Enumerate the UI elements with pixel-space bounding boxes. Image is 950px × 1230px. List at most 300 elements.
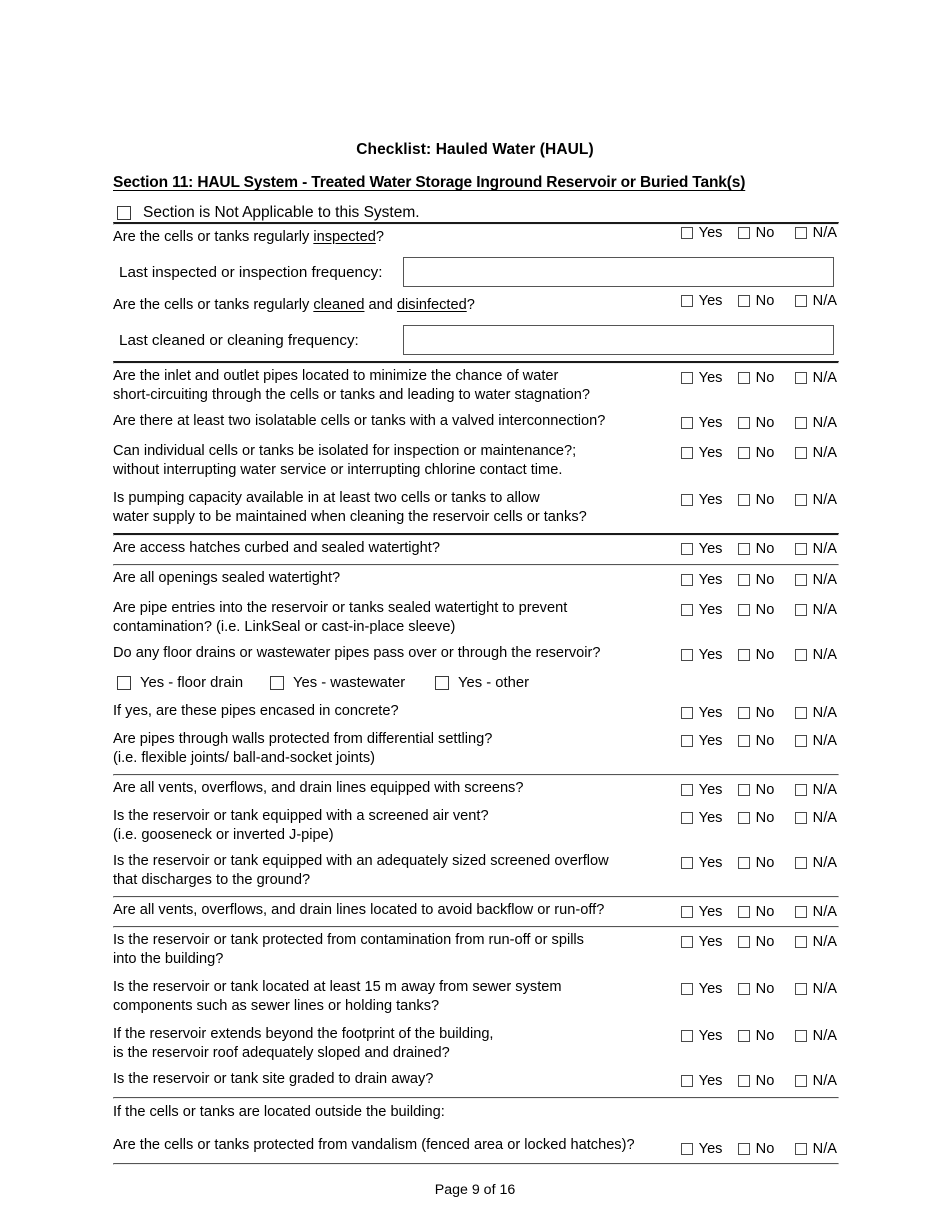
section-not-applicable-checkbox[interactable] bbox=[117, 206, 131, 220]
field-row-last-inspected bbox=[113, 257, 837, 287]
checkbox-na-icon[interactable] bbox=[795, 1030, 807, 1042]
option-no[interactable] bbox=[738, 370, 795, 386]
option-label-yes: Yes bbox=[698, 415, 723, 431]
option-no[interactable] bbox=[738, 602, 795, 618]
question-text-screened-air-vent bbox=[113, 804, 489, 845]
option-na[interactable] bbox=[795, 904, 837, 920]
question-line: Is the reservoir or tank equipped with an adequately sized screened overflow bbox=[113, 853, 609, 869]
option-label-no: No bbox=[755, 733, 775, 749]
checkbox-yes-icon[interactable] bbox=[681, 604, 693, 616]
option-label-yes: Yes bbox=[698, 981, 723, 997]
question-text-pipes-encased: If yes, are these pipes encased in concrete? bbox=[113, 703, 399, 719]
option-yes[interactable] bbox=[681, 647, 738, 663]
option-no[interactable] bbox=[738, 782, 795, 798]
checkbox-no-icon[interactable] bbox=[738, 574, 750, 586]
option-label-na: N/A bbox=[812, 1073, 837, 1089]
question-line: Can individual cells or tanks be isolated for inspection or maintenance?; bbox=[113, 443, 577, 459]
sub-option-other[interactable] bbox=[435, 675, 529, 691]
option-no[interactable] bbox=[738, 904, 795, 920]
answer-options bbox=[675, 849, 837, 871]
option-yes[interactable] bbox=[681, 855, 738, 871]
option-no[interactable] bbox=[738, 855, 795, 871]
checkbox-na-icon[interactable] bbox=[795, 906, 807, 918]
option-na[interactable] bbox=[795, 1141, 837, 1157]
option-yes[interactable] bbox=[681, 541, 738, 557]
option-label-na: N/A bbox=[812, 602, 837, 618]
answer-options bbox=[675, 486, 837, 508]
question-row-access-hatches bbox=[113, 536, 837, 560]
option-label-yes: Yes bbox=[698, 782, 723, 798]
option-no[interactable] bbox=[738, 492, 795, 508]
option-label-no: No bbox=[755, 541, 775, 557]
option-label-yes: Yes bbox=[698, 225, 723, 241]
option-label-na: N/A bbox=[812, 934, 837, 950]
option-label-na: N/A bbox=[812, 293, 837, 309]
option-na[interactable] bbox=[795, 705, 837, 721]
option-label-yes: Yes bbox=[698, 492, 723, 508]
question-row-reservoir-roof bbox=[113, 1022, 837, 1063]
option-no[interactable] bbox=[738, 415, 795, 431]
checkbox-na-icon[interactable] bbox=[795, 295, 807, 307]
option-label-yes: Yes bbox=[698, 904, 723, 920]
sub-option-label-other: Yes - other bbox=[458, 675, 530, 691]
option-na[interactable] bbox=[795, 981, 837, 997]
option-label-no: No bbox=[755, 981, 775, 997]
question-row-site-graded bbox=[113, 1067, 837, 1091]
answer-options bbox=[675, 1022, 837, 1044]
checkbox-na-icon[interactable] bbox=[795, 494, 807, 506]
sub-option-floor-drain[interactable] bbox=[117, 675, 270, 691]
checkbox-na-icon[interactable] bbox=[795, 812, 807, 824]
question-row-vandalism bbox=[113, 1133, 837, 1157]
checkbox-na-icon[interactable] bbox=[795, 649, 807, 661]
question-row-pipes-encased bbox=[113, 699, 837, 723]
checkbox-na-icon[interactable] bbox=[795, 707, 807, 719]
checkbox-yes-icon[interactable] bbox=[681, 1075, 693, 1087]
option-na[interactable] bbox=[795, 1073, 837, 1089]
option-label-yes: Yes bbox=[698, 541, 723, 557]
option-no[interactable] bbox=[738, 934, 795, 950]
question-text-screened-overflow bbox=[113, 849, 609, 890]
sub-options-row-drain-type bbox=[113, 675, 837, 691]
checkbox-yes-icon[interactable] bbox=[681, 372, 693, 384]
option-label-no: No bbox=[755, 1028, 775, 1044]
option-label-na: N/A bbox=[812, 647, 837, 663]
question-line: Is pumping capacity available in at least two cells or tanks to allow bbox=[113, 490, 540, 506]
answer-options bbox=[675, 975, 837, 997]
checkbox-yes-icon[interactable] bbox=[681, 784, 693, 796]
option-label-yes: Yes bbox=[698, 855, 723, 871]
option-na[interactable] bbox=[795, 492, 837, 508]
question-text-floor-drains: Do any floor drains or wastewater pipes pass over or through the reservoir? bbox=[113, 645, 601, 661]
question-line: Is the reservoir or tank protected from contamination from run-off or spills bbox=[113, 932, 584, 948]
option-no[interactable] bbox=[738, 705, 795, 721]
question-row-differential-settling bbox=[113, 727, 837, 768]
question-text-differential-settling bbox=[113, 727, 492, 768]
checkbox-no-icon[interactable] bbox=[738, 1030, 750, 1042]
checkbox-na-icon[interactable] bbox=[795, 784, 807, 796]
option-yes[interactable] bbox=[681, 904, 738, 920]
question-row-inlet-outlet-pipes bbox=[113, 364, 837, 405]
checkbox-no-icon[interactable] bbox=[738, 906, 750, 918]
question-text-vents-backflow: Are all vents, overflows, and drain lines located to avoid backflow or run-off? bbox=[113, 902, 605, 918]
checkbox-yes-icon[interactable] bbox=[681, 543, 693, 555]
answer-options bbox=[675, 596, 837, 618]
option-na[interactable] bbox=[795, 855, 837, 871]
checkbox-no-icon[interactable] bbox=[738, 543, 750, 555]
checkbox-no-icon[interactable] bbox=[738, 812, 750, 824]
option-na[interactable] bbox=[795, 225, 837, 241]
checkbox-no-icon[interactable] bbox=[738, 784, 750, 796]
answer-options bbox=[675, 699, 837, 721]
answer-options bbox=[675, 225, 837, 241]
section-not-applicable-label: Section is Not Applicable to this System. bbox=[143, 204, 420, 221]
checkbox-na-icon[interactable] bbox=[795, 372, 807, 384]
checkbox-na-icon[interactable] bbox=[795, 735, 807, 747]
option-label-no: No bbox=[755, 1141, 775, 1157]
answer-options bbox=[679, 1133, 837, 1157]
checkbox-yes-icon[interactable] bbox=[681, 812, 693, 824]
question-row-inspected bbox=[113, 225, 837, 249]
option-yes[interactable] bbox=[681, 705, 738, 721]
question-line: Are the inlet and outlet pipes located to minimize the chance of water bbox=[113, 368, 559, 384]
answer-options bbox=[675, 928, 837, 950]
option-na[interactable] bbox=[795, 572, 837, 588]
answer-options bbox=[675, 776, 837, 798]
checkbox-na-icon[interactable] bbox=[795, 983, 807, 995]
option-yes[interactable] bbox=[681, 1028, 738, 1044]
option-label-yes: Yes bbox=[698, 1141, 723, 1157]
checkbox-yes-icon[interactable] bbox=[681, 936, 693, 948]
last-cleaned-input[interactable] bbox=[403, 325, 834, 355]
question-text-runoff-spills bbox=[113, 928, 584, 969]
checkbox-yes-icon[interactable] bbox=[681, 906, 693, 918]
divider-thin bbox=[113, 1163, 839, 1165]
answer-options bbox=[675, 641, 837, 663]
checkbox-wastewater-icon[interactable] bbox=[270, 676, 284, 690]
checkbox-yes-icon[interactable] bbox=[681, 707, 693, 719]
page-footer: Page 9 of 16 bbox=[434, 1182, 516, 1198]
field-label-last-inspected: Last inspected or inspection frequency: bbox=[119, 263, 383, 281]
field-row-last-cleaned bbox=[113, 325, 837, 355]
option-no[interactable] bbox=[738, 1028, 795, 1044]
question-text-sewer-distance bbox=[113, 975, 562, 1016]
option-na[interactable] bbox=[795, 1028, 837, 1044]
option-label-yes: Yes bbox=[698, 445, 723, 461]
checkbox-na-icon[interactable] bbox=[795, 604, 807, 616]
answer-options bbox=[675, 804, 837, 826]
checkbox-na-icon[interactable] bbox=[795, 227, 807, 239]
checkbox-yes-icon[interactable] bbox=[681, 1143, 693, 1155]
checkbox-no-icon[interactable] bbox=[738, 417, 750, 429]
question-line: Are pipes through walls protected from differential settling? bbox=[113, 731, 493, 747]
option-no[interactable] bbox=[738, 225, 795, 241]
question-line: (i.e. flexible joints/ ball-and-socket joints) bbox=[113, 750, 375, 766]
checkbox-other-icon[interactable] bbox=[435, 676, 449, 690]
option-yes[interactable] bbox=[681, 733, 738, 749]
question-text-pipe-entries bbox=[113, 596, 567, 637]
checkbox-yes-icon[interactable] bbox=[681, 417, 693, 429]
option-label-na: N/A bbox=[812, 445, 837, 461]
answer-options bbox=[675, 1067, 837, 1089]
question-line: Are pipe entries into the reservoir or tanks sealed watertight to prevent bbox=[113, 600, 568, 616]
option-yes[interactable] bbox=[681, 981, 738, 997]
checkbox-no-icon[interactable] bbox=[738, 1143, 750, 1155]
question-text-vents-screens: Are all vents, overflows, and drain lines equipped with screens? bbox=[113, 780, 524, 796]
checkbox-no-icon[interactable] bbox=[738, 295, 750, 307]
option-label-no: No bbox=[755, 225, 775, 241]
option-label-na: N/A bbox=[812, 1141, 837, 1157]
question-text-isolatable-cells: Are there at least two isolatable cells or tanks with a valved interconnection? bbox=[113, 413, 606, 429]
answer-options bbox=[675, 364, 837, 386]
question-line: contamination? (i.e. LinkSeal or cast-in-place sleeve) bbox=[113, 619, 456, 635]
option-label-na: N/A bbox=[812, 981, 837, 997]
option-label-no: No bbox=[755, 492, 775, 508]
checkbox-yes-icon[interactable] bbox=[681, 574, 693, 586]
field-label-last-cleaned: Last cleaned or cleaning frequency: bbox=[119, 331, 359, 349]
checkbox-yes-icon[interactable] bbox=[681, 1030, 693, 1042]
question-row-runoff-spills bbox=[113, 928, 837, 969]
option-label-na: N/A bbox=[812, 855, 837, 871]
option-label-na: N/A bbox=[812, 225, 837, 241]
question-text-pumping-capacity bbox=[113, 486, 587, 527]
checkbox-no-icon[interactable] bbox=[738, 707, 750, 719]
checkbox-no-icon[interactable] bbox=[738, 649, 750, 661]
question-row-screened-overflow bbox=[113, 849, 837, 890]
option-label-no: No bbox=[755, 705, 775, 721]
option-no[interactable] bbox=[738, 733, 795, 749]
option-label-no: No bbox=[755, 293, 775, 309]
sub-option-label-wastewater: Yes - wastewater bbox=[293, 675, 406, 691]
option-label-na: N/A bbox=[812, 810, 837, 826]
option-label-no: No bbox=[755, 810, 775, 826]
checkbox-na-icon[interactable] bbox=[795, 543, 807, 555]
question-text-access-hatches: Are access hatches curbed and sealed watertight? bbox=[113, 540, 440, 556]
option-label-na: N/A bbox=[812, 782, 837, 798]
option-na[interactable] bbox=[795, 415, 837, 431]
option-yes[interactable] bbox=[681, 370, 738, 386]
question-text-openings-watertight: Are all openings sealed watertight? bbox=[113, 570, 341, 586]
option-yes[interactable] bbox=[681, 782, 738, 798]
question-text-vandalism: Are the cells or tanks protected from vandalism (fenced area or locked hatches)? bbox=[113, 1137, 635, 1153]
option-no[interactable] bbox=[738, 1073, 795, 1089]
option-na[interactable] bbox=[795, 782, 837, 798]
option-no[interactable] bbox=[738, 647, 795, 663]
checkbox-na-icon[interactable] bbox=[795, 417, 807, 429]
checkbox-yes-icon[interactable] bbox=[681, 295, 693, 307]
option-na[interactable] bbox=[795, 602, 837, 618]
option-na[interactable] bbox=[795, 934, 837, 950]
option-label-na: N/A bbox=[812, 904, 837, 920]
option-no[interactable] bbox=[738, 572, 795, 588]
section-title: Section 11: HAUL System - Treated Water Storage Inground Reservoir or Buried Tank(s) bbox=[113, 174, 746, 191]
checkbox-na-icon[interactable] bbox=[795, 574, 807, 586]
question-line: is the reservoir roof adequately sloped and drained? bbox=[113, 1045, 450, 1061]
option-label-na: N/A bbox=[812, 415, 837, 431]
question-text-inlet-outlet-pipes bbox=[113, 364, 590, 405]
checkbox-yes-icon[interactable] bbox=[681, 735, 693, 747]
option-no[interactable] bbox=[738, 445, 795, 461]
answer-options bbox=[675, 898, 837, 920]
option-yes[interactable] bbox=[681, 602, 738, 618]
option-label-yes: Yes bbox=[698, 572, 723, 588]
option-label-no: No bbox=[755, 445, 775, 461]
option-label-no: No bbox=[755, 934, 775, 950]
checkbox-yes-icon[interactable] bbox=[681, 227, 693, 239]
option-label-na: N/A bbox=[812, 705, 837, 721]
question-row-vents-screens bbox=[113, 776, 837, 800]
option-yes[interactable] bbox=[681, 492, 738, 508]
option-yes[interactable] bbox=[681, 1073, 738, 1089]
option-label-yes: Yes bbox=[698, 647, 723, 663]
checkbox-yes-icon[interactable] bbox=[681, 447, 693, 459]
option-no[interactable] bbox=[738, 1141, 795, 1157]
question-text-part: Are the cells or tanks regularly bbox=[113, 297, 314, 313]
checkbox-na-icon[interactable] bbox=[795, 936, 807, 948]
checkbox-no-icon[interactable] bbox=[738, 983, 750, 995]
checkbox-no-icon[interactable] bbox=[738, 1075, 750, 1087]
question-line: water supply to be maintained when cleaning the reservoir cells or tanks? bbox=[113, 509, 587, 525]
option-na[interactable] bbox=[795, 810, 837, 826]
question-row-cleaned-disinfected bbox=[113, 293, 837, 317]
checkbox-na-icon[interactable] bbox=[795, 1075, 807, 1087]
option-label-na: N/A bbox=[812, 541, 837, 557]
question-text-part: ? bbox=[375, 229, 384, 245]
checkbox-floor-drain-icon[interactable] bbox=[117, 676, 131, 690]
option-yes[interactable] bbox=[681, 415, 738, 431]
checkbox-na-icon[interactable] bbox=[795, 1143, 807, 1155]
question-text-site-graded: Is the reservoir or tank site graded to drain away? bbox=[113, 1071, 434, 1087]
option-yes[interactable] bbox=[681, 445, 738, 461]
question-text-part: Are the cells or tanks regularly bbox=[113, 229, 314, 245]
option-label-na: N/A bbox=[812, 492, 837, 508]
checkbox-yes-icon[interactable] bbox=[681, 494, 693, 506]
option-yes[interactable] bbox=[681, 934, 738, 950]
option-na[interactable] bbox=[795, 370, 837, 386]
question-line: that discharges to the ground? bbox=[113, 872, 311, 888]
question-underlined-word: cleaned bbox=[313, 297, 365, 313]
option-label-yes: Yes bbox=[698, 705, 723, 721]
answer-options bbox=[675, 536, 837, 557]
checkbox-no-icon[interactable] bbox=[738, 735, 750, 747]
checkbox-no-icon[interactable] bbox=[738, 604, 750, 616]
question-line: (i.e. gooseneck or inverted J-pipe) bbox=[113, 827, 334, 843]
question-text-part: and bbox=[364, 297, 397, 313]
answer-options bbox=[675, 439, 837, 461]
option-label-yes: Yes bbox=[698, 1073, 723, 1089]
option-label-no: No bbox=[755, 1073, 775, 1089]
question-row-isolated-for-inspection bbox=[113, 439, 837, 480]
option-no[interactable] bbox=[738, 541, 795, 557]
option-label-no: No bbox=[755, 647, 775, 663]
option-na[interactable] bbox=[795, 541, 837, 557]
question-line: short-circuiting through the cells or tanks and leading to water stagnation? bbox=[113, 387, 591, 403]
checkbox-no-icon[interactable] bbox=[738, 227, 750, 239]
option-label-na: N/A bbox=[812, 1028, 837, 1044]
question-text-inspected bbox=[113, 225, 384, 247]
option-label-na: N/A bbox=[812, 733, 837, 749]
option-label-yes: Yes bbox=[698, 293, 723, 309]
answer-options bbox=[675, 566, 837, 588]
answer-options bbox=[675, 727, 837, 749]
checkbox-no-icon[interactable] bbox=[738, 372, 750, 384]
option-na[interactable] bbox=[795, 647, 837, 663]
page-title: Checklist: Hauled Water (HAUL) bbox=[356, 141, 594, 158]
option-label-yes: Yes bbox=[698, 810, 723, 826]
checkbox-yes-icon[interactable] bbox=[681, 649, 693, 661]
option-na[interactable] bbox=[795, 293, 837, 309]
option-label-yes: Yes bbox=[698, 733, 723, 749]
question-row-sewer-distance bbox=[113, 975, 837, 1016]
checkbox-no-icon[interactable] bbox=[738, 857, 750, 869]
question-line: If the reservoir extends beyond the footprint of the building, bbox=[113, 1026, 494, 1042]
option-yes[interactable] bbox=[681, 225, 738, 241]
option-yes[interactable] bbox=[681, 1141, 738, 1157]
statement-outside-building: If the cells or tanks are located outside the building: bbox=[113, 1104, 445, 1120]
option-label-yes: Yes bbox=[698, 1028, 723, 1044]
question-row-isolatable-cells bbox=[113, 409, 837, 433]
option-label-no: No bbox=[755, 602, 775, 618]
checkbox-na-icon[interactable] bbox=[795, 447, 807, 459]
question-line: Is the reservoir or tank equipped with a screened air vent? bbox=[113, 808, 489, 824]
option-no[interactable] bbox=[738, 981, 795, 997]
question-row-pumping-capacity bbox=[113, 486, 837, 527]
question-line: into the building? bbox=[113, 951, 224, 967]
option-yes[interactable] bbox=[681, 293, 738, 309]
option-no[interactable] bbox=[738, 810, 795, 826]
option-label-na: N/A bbox=[812, 370, 837, 386]
checkbox-yes-icon[interactable] bbox=[681, 983, 693, 995]
question-underlined-word: inspected bbox=[313, 229, 376, 245]
question-line: Is the reservoir or tank located at least 15 m away from sewer system bbox=[113, 979, 562, 995]
question-row-openings-watertight bbox=[113, 566, 837, 590]
section-not-applicable-row[interactable] bbox=[113, 204, 837, 222]
question-line: components such as sewer lines or holding tanks? bbox=[113, 998, 440, 1014]
checkbox-na-icon[interactable] bbox=[795, 857, 807, 869]
question-underlined-word: disinfected bbox=[396, 297, 467, 313]
option-na[interactable] bbox=[795, 733, 837, 749]
question-text-isolated-for-inspection bbox=[113, 439, 576, 480]
option-label-no: No bbox=[755, 782, 775, 798]
checkbox-no-icon[interactable] bbox=[738, 447, 750, 459]
option-na[interactable] bbox=[795, 445, 837, 461]
question-text-reservoir-roof bbox=[113, 1022, 494, 1063]
last-inspected-input[interactable] bbox=[403, 257, 834, 287]
sub-option-wastewater[interactable] bbox=[270, 675, 435, 691]
option-yes[interactable] bbox=[681, 810, 738, 826]
checkbox-no-icon[interactable] bbox=[738, 494, 750, 506]
question-text-part: ? bbox=[466, 297, 475, 313]
question-line: without interrupting water service or interrupting chlorine contact time. bbox=[113, 462, 563, 478]
checkbox-no-icon[interactable] bbox=[738, 936, 750, 948]
question-row-pipe-entries bbox=[113, 596, 837, 637]
option-label-no: No bbox=[755, 855, 775, 871]
checkbox-yes-icon[interactable] bbox=[681, 857, 693, 869]
option-label-no: No bbox=[755, 904, 775, 920]
answer-options bbox=[675, 293, 837, 309]
option-label-yes: Yes bbox=[698, 602, 723, 618]
option-no[interactable] bbox=[738, 293, 795, 309]
question-row-floor-drains bbox=[113, 641, 837, 665]
option-yes[interactable] bbox=[681, 572, 738, 588]
option-label-no: No bbox=[755, 415, 775, 431]
option-label-na: N/A bbox=[812, 572, 837, 588]
question-row-vents-backflow bbox=[113, 898, 837, 922]
question-text-cleaned-disinfected bbox=[113, 293, 475, 315]
question-row-screened-air-vent bbox=[113, 804, 837, 845]
answer-options bbox=[675, 409, 837, 431]
option-label-yes: Yes bbox=[698, 934, 723, 950]
